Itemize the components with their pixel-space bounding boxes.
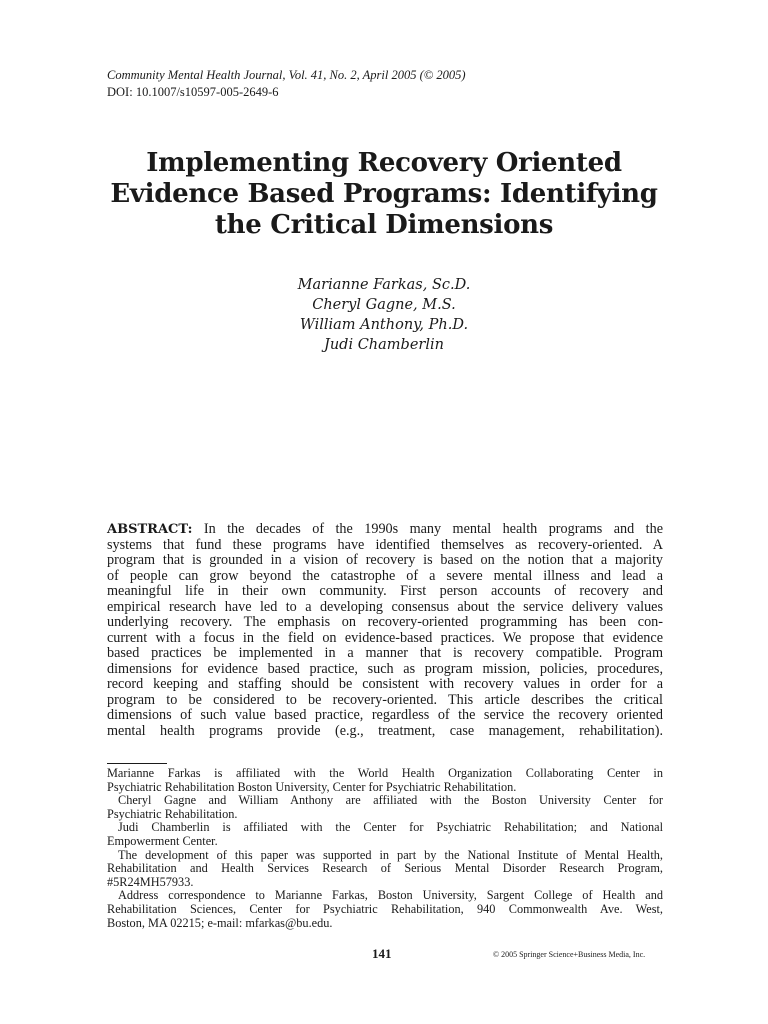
- doi: DOI: 10.1007/s10597-005-2649-6: [107, 85, 279, 99]
- title-line: Implementing Recovery Oriented: [146, 148, 622, 178]
- abstract-line: underlying recovery. The emphasis on recovery-oriented programming has been con-: [107, 614, 663, 630]
- abstract-line: empirical research have led to a developing consensus about the service delivery values: [107, 598, 663, 615]
- footnotes: [107, 767, 663, 930]
- footnote-line: Boston, MA 02215; e-mail: mfarkas@bu.edu.: [107, 915, 333, 930]
- journal-header: [107, 67, 466, 101]
- footnote-line: #5R24MH57933.: [107, 874, 194, 889]
- abstract-line: program that is grounded in a vision of recovery is based on the notion that a majority: [107, 552, 663, 568]
- footnote-line: The development of this paper was supported in part by the National Institute of Mental Health,: [118, 847, 663, 862]
- footnote-line: Cheryl Gagne and William Anthony are affiliated with the Boston University Center for: [118, 793, 663, 808]
- abstract-label: ABSTRACT:: [107, 522, 193, 537]
- footnote-line: Psychiatric Rehabilitation.: [107, 806, 238, 821]
- author-list: [184, 275, 584, 355]
- footnote-line: Empowerment Center.: [107, 833, 218, 848]
- abstract-line: dimensions of such value based practice, regardless of the service the recovery oriented: [107, 707, 663, 723]
- abstract-line: [107, 522, 663, 538]
- footnote-line: Address correspondence to Marianne Farkas, Boston University, Sargent College of Health and: [118, 888, 663, 903]
- author: Judi Chamberlin: [324, 337, 444, 353]
- copyright-notice: © 2005 Springer Science+Business Media, Inc.: [493, 950, 646, 959]
- footnote-affiliation-chamberlin: [107, 821, 663, 848]
- footnote-correspondence: [107, 889, 663, 930]
- abstract-line: based practices be implemented in a manner that is recovery compatible. Program: [107, 645, 663, 661]
- author: Cheryl Gagne, M.S.: [312, 297, 456, 313]
- author: Marianne Farkas, Sc.D.: [297, 277, 471, 293]
- abstract-line: meaningful life in their own community. First person accounts of recovery and: [107, 583, 663, 599]
- title-line: the Critical Dimensions: [214, 210, 554, 240]
- abstract-line: dimensions for evidence based practice, such as program mission, policies, procedures,: [107, 660, 663, 677]
- abstract-line: systems that fund these programs have identified themselves as recovery-oriented. A: [107, 536, 663, 553]
- page-number: 141: [372, 946, 392, 961]
- abstract-line: record keeping and staffing should be consistent with recovery values in order for a: [107, 676, 663, 692]
- abstract-line: current with a focus in the field on evidence-based practices. We propose that evidence: [107, 629, 663, 646]
- author: William Anthony, Ph.D.: [299, 317, 469, 333]
- abstract: [107, 522, 663, 739]
- abstract-line: of people can grow beyond the catastrophe of a severe mental illness and lead a: [107, 567, 663, 584]
- abstract-line: mental health programs provide (e.g., treatment, case management, rehabilitation).: [107, 722, 663, 739]
- journal-citation: Community Mental Health Journal, Vol. 41, No. 2, April 2005 (© 2005): [107, 68, 466, 82]
- abstract-line: program to be considered to be recovery-oriented. This article describes the critical: [107, 691, 663, 708]
- footnote-funding: [107, 849, 663, 890]
- footnote-line: Judi Chamberlin is affiliated with the Center for Psychiatric Rehabilitation; and National: [118, 820, 663, 835]
- abstract-text: In the decades of the 1990s many mental health programs and the: [203, 521, 664, 537]
- footnote-affiliation-farkas: [107, 767, 663, 794]
- footnote-affiliation-gagne-anthony: [107, 794, 663, 821]
- footnote-line: Psychiatric Rehabilitation Boston University, Center for Psychiatric Rehabilitation.: [107, 779, 517, 794]
- paper-title: [90, 148, 678, 241]
- footnote-rule: [107, 763, 167, 764]
- title-line: Evidence Based Programs: Identifying: [110, 179, 658, 209]
- footnote-line: Rehabilitation Sciences, Center for Psychiatric Rehabilitation, 940 Commonwealth Ave. West,: [107, 901, 663, 916]
- footnote-line: Rehabilitation and Health Services Research of Serious Mental Disorder Research Program,: [107, 861, 663, 876]
- footnote-line: Marianne Farkas is affiliated with the World Health Organization Collaborating Center in: [107, 766, 663, 780]
